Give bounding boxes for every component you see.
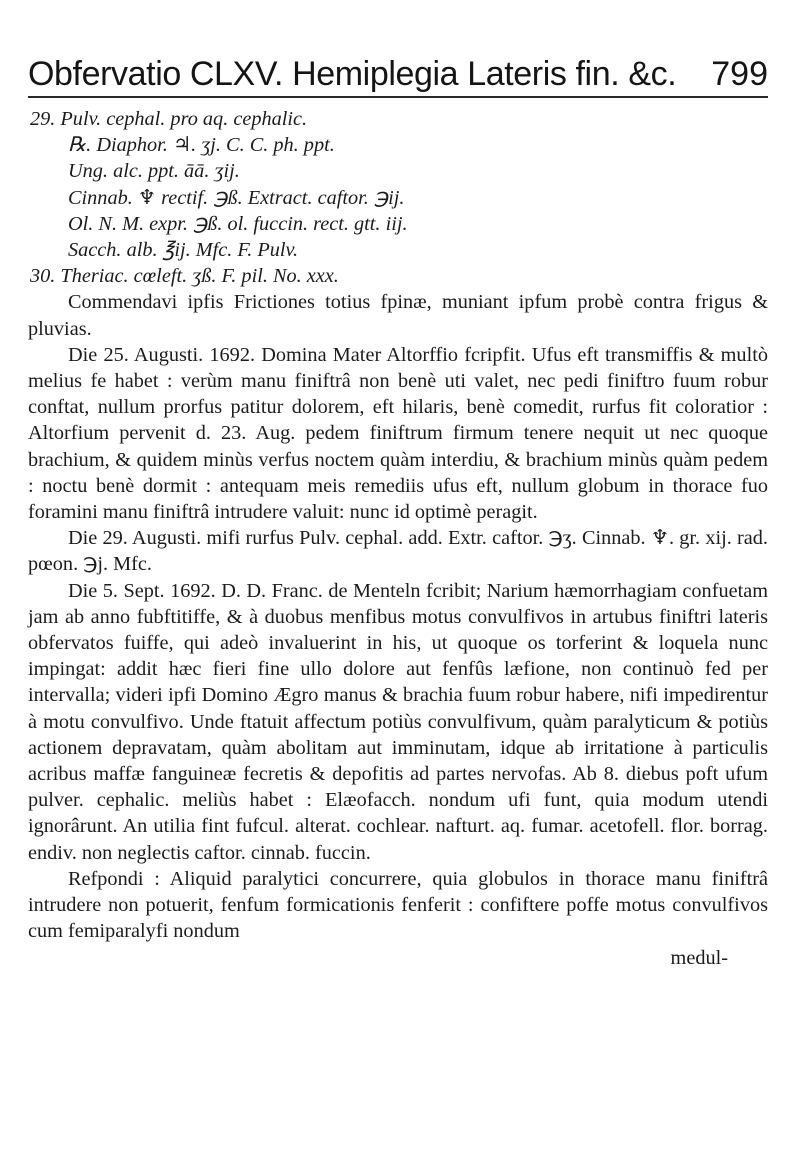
paragraph-frictions: Commendavi ipfis Frictiones totius fpinæ, muniant ipfum probè contra frigus & pluvias.: [28, 291, 768, 340]
prescription-line-1: ℞. Diaphor. ♃. ʒj. C. C. ph. ppt.: [68, 134, 335, 157]
book-page: [28, 38, 768, 971]
prescription-line-4: Ol. N. M. expr. ℈ß. ol. fuccin. rect. gtt. iij.: [68, 212, 408, 235]
page-number: 799: [711, 55, 768, 93]
prescription-line-5: Sacch. alb. ℥ij. Mfc. F. Pulv.: [68, 239, 299, 262]
paragraph-respondi: Refpondi : Aliquid paralytici concurrere, quia globulos in thorace manu finiftrâ intrudere non potuerit, fenfum formicationis fenferit : confiftere poffe motus convulfivos cum femiparalyfi nondum: [28, 867, 768, 943]
catchword: medul-: [670, 946, 728, 969]
prescription-line-3: Cinnab. ♆ rectif. ℈ß. Extract. caftor. ℈ij.: [68, 186, 405, 209]
header-rule: [28, 96, 768, 98]
paragraph-5-sept: Die 5. Sept. 1692. D. D. Franc. de Menteln fcribit; Narium hæmorrhagiam confuetam jam ab anno fubftitiffe, & à duobus menfibus motus convulfivos in artubus finiftri lateris obfervatos fuiffe, qui adeò invaluerint in his, ut quoque os torferint & loquela nunc impingat: addit hæc fieri fine ullo dolore aut fenfûs læfione, non continuò fed per intervalla; videri ipfi Domino Ægro manus & brachia fuum robur habere, nifi impedirentur à motu convulfivo. Unde ftatuit affectum potiùs convulfivum, quàm paralyticum & potiùs actionem depravatam, quàm abolitam aut imminutam, idque ab irritatione à particulis acribus maffæ fanguineæ fecretis & depofitis ad partes nervofas. Ab 8. diebus poft ufum pulver. cephalic. meliùs habet : Elæofacch. nondum ufi funt, quia modum utendi ignorârunt. An utilia fint fufcul. alterat. cochlear. nafturt. aq. fumar. acetofell. flor. borrag. endiv. non neglectis caftor. cinnab. fuccin.: [28, 579, 768, 864]
prescription-29-title: 29. Pulv. cephal. pro aq. cephalic.: [30, 108, 308, 130]
prescription-line-2: Ung. alc. ppt. āā. ʒij.: [68, 160, 240, 183]
running-header: [28, 38, 768, 94]
page-body: [28, 106, 768, 971]
paragraph-25-aug: Die 25. Augusti. 1692. Domina Mater Altorffio fcripfit. Ufus eft transmiffis & multò melius fe habet : verùm manu finiftrâ non benè uti valet, nec pedi finiftro fuum robur conftat, nullum prorfus patitur dolorem, eft hilaris, benè comedit, rurfus fit coloratior : Altorfium pervenit d. 23. Aug. pedem finiftrum firmum tenere nequit ut nec quoque brachium, & quidem minùs verfus noctem quàm interdiu, & brachium minùs quàm pedem : noctu benè dormit : antequam meis remediis ufus eft, nullum globum in thorace fuo foramini manu finiftrâ intrudere valuit: nunc id optimè peragit.: [28, 343, 768, 524]
prescription-30: 30. Theriac. cœleft. ʒß. F. pil. No. xxx.: [30, 265, 339, 288]
paragraph-29-aug: Die 29. Augusti. mifi rurfus Pulv. cephal. add. Extr. caftor. ℈ʒ. Cinnab. ♆. gr. xij. rad. pœon. ℈j. Mfc.: [28, 527, 768, 576]
running-title: Obfervatio CLXV. Hemiplegia Lateris fin. &c.: [28, 55, 677, 93]
